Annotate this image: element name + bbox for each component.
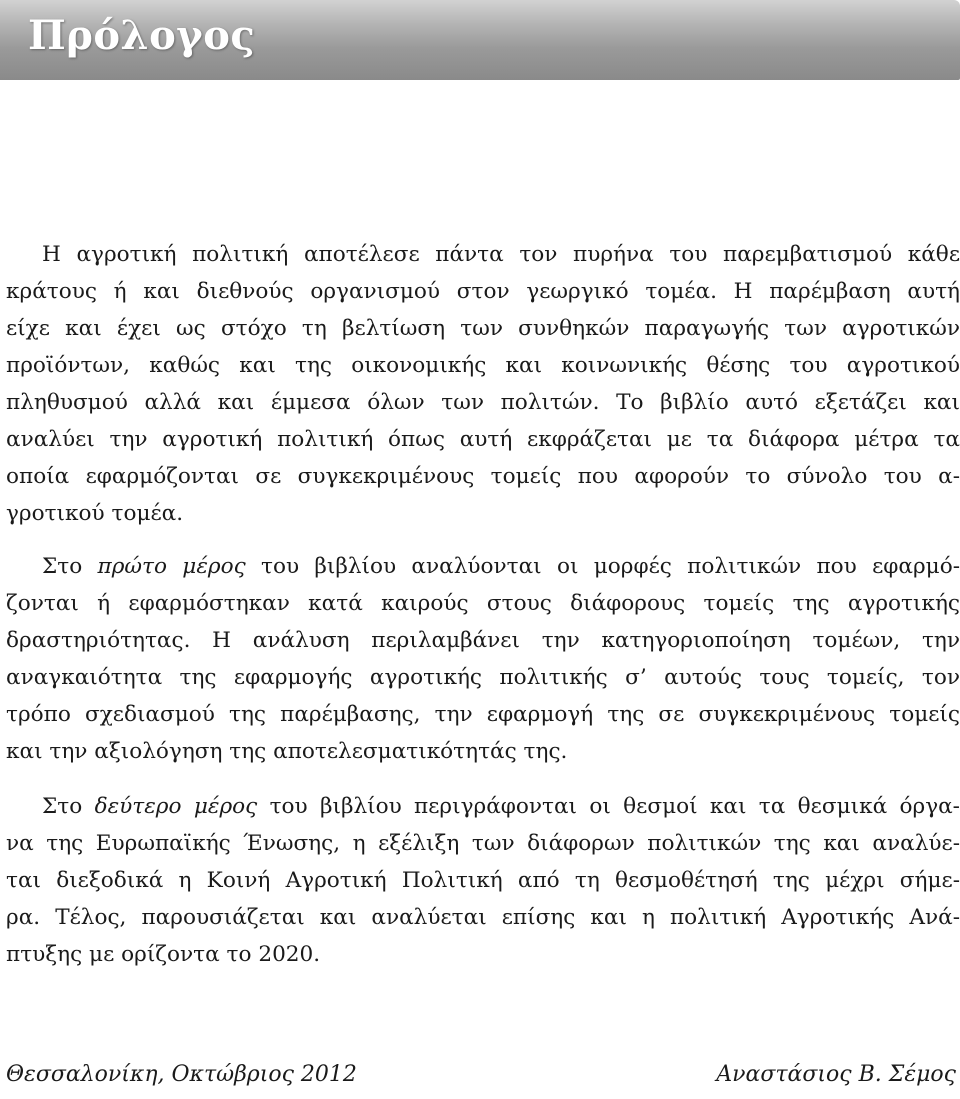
preface-body (6, 236, 960, 973)
signature-author: Αναστάσιος Β. Σέμος (716, 1062, 956, 1087)
text-fragment: Στο (42, 554, 98, 579)
text-fragment: του βιβλίου αναλύονται οι μορφές πολιτικών που εφαρμό- (245, 554, 960, 579)
text-line: ζονται ή εφαρμόστηκαν κατά καιρούς στους διάφορους τομείς της αγροτικής (6, 591, 960, 616)
paragraph-2 (6, 548, 960, 770)
text-line: είχε και έχει ως στόχο τη βελτίωση των συνθηκών παραγωγής των αγροτικών (6, 316, 960, 341)
text-line: αναγκαιότητα της εφαρμογής αγροτικής πολιτικής σ’ αυτούς τους τομείς, τον (6, 665, 960, 690)
text-line-with-emphasis (6, 788, 960, 825)
chapter-title: Πρόλογος (28, 12, 256, 59)
text-line: οποία εφαρμόζονται σε συγκεκριμένους τομείς που αφορούν το σύνολο του α- (6, 464, 960, 489)
text-line: αναλύει την αγροτική πολιτική όπως αυτή εκφράζεται με τα διάφορα μέτρα τα (6, 427, 960, 452)
text-line: να της Ευρωπαϊκής Ένωσης, η εξέλιξη των διάφορων πολιτικών της και αναλύε- (6, 831, 960, 856)
signature-place-date: Θεσσαλονίκη, Οκτώβριος 2012 (6, 1062, 357, 1087)
text-line: κράτους ή και διεθνούς οργανισμού στον γεωργικό τομέα. Η παρέμβαση αυτή (6, 279, 960, 304)
chapter-title-bar (0, 0, 960, 80)
text-line: και την αξιολόγηση της αποτελεσματικότητάς της. (6, 739, 568, 764)
text-line: πτυξης με ορίζοντα το 2020. (6, 942, 321, 967)
paragraph-1 (6, 236, 960, 532)
paragraph-spacer (6, 770, 960, 788)
text-line-with-emphasis (6, 548, 960, 585)
text-line: πληθυσμού αλλά και έμμεσα όλων των πολιτών. Το βιβλίο αυτό εξετάζει και (6, 390, 960, 415)
text-line: ρα. Τέλος, παρουσιάζεται και αναλύεται επίσης και η πολιτική Αγροτικής Ανά- (6, 905, 960, 930)
text-line: προϊόντων, καθώς και της οικονομικής και κοινωνικής θέσης του αγροτικού (6, 353, 960, 378)
text-fragment: Στο (42, 794, 95, 819)
text-fragment: του βιβλίου περιγράφονται οι θεσμοί και τα θεσμικά όργα- (257, 794, 960, 819)
text-line: γροτικού τομέα. (6, 501, 184, 526)
text-line: ται διεξοδικά η Κοινή Αγροτική Πολιτική από τη θεσμοθέτησή της μέχρι σήμε- (6, 868, 960, 893)
emphasis-second-part: δεύτερο μέρος (94, 794, 258, 819)
text-line: Η αγροτική πολιτική αποτέλεσε πάντα τον πυρήνα του παρεμβατισμού κάθε (42, 242, 960, 267)
emphasis-first-part: πρώτο μέρος (97, 554, 246, 579)
text-line: τρόπο σχεδιασμού της παρέμβασης, την εφαρμογή της σε συγκεκριμένους τομείς (6, 702, 960, 727)
paragraph-3 (6, 788, 960, 973)
paragraph-spacer (6, 532, 960, 548)
text-line: δραστηριότητας. Η ανάλυση περιλαμβάνει την κατηγοριοποίηση τομέων, την (6, 628, 960, 653)
